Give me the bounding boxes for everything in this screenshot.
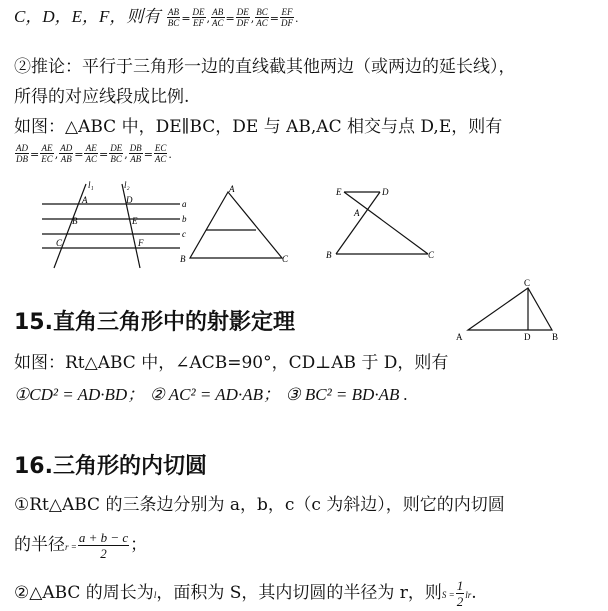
label-b: b bbox=[182, 214, 187, 224]
label-l1: l₁ bbox=[88, 180, 94, 190]
item-2-end: . bbox=[471, 583, 477, 603]
ratio-2-fraction bbox=[129, 143, 143, 164]
right-tri-label-C: C bbox=[524, 278, 531, 288]
ratio-2-numerator: AE bbox=[41, 143, 53, 153]
ratio-2-fraction bbox=[84, 143, 98, 164]
tri2-label-D: D bbox=[382, 187, 389, 197]
label-a: a bbox=[182, 199, 187, 209]
ratio-1-denominator: DF bbox=[236, 18, 249, 28]
ratio-2-numerator: AE bbox=[85, 143, 97, 153]
tri2-label-A: A bbox=[354, 208, 360, 218]
section-15-title: 15.直角三角形中的射影定理 bbox=[14, 310, 295, 335]
ratio-2-separator: , bbox=[54, 148, 59, 161]
triangle-figure-1 bbox=[176, 182, 296, 272]
inradius-fraction bbox=[78, 530, 129, 561]
inradius-denominator: 2 bbox=[100, 546, 107, 561]
inradius-numerator: a + b − c bbox=[78, 530, 129, 545]
ratio-2-denominator: AB bbox=[130, 154, 142, 164]
ratio-1-denominator: AC bbox=[256, 18, 268, 28]
item-1-end: ； bbox=[130, 535, 148, 555]
ratio-line-1-prefix: C，D，E，F，则有 bbox=[14, 7, 161, 26]
right-tri-label-B: B bbox=[552, 332, 559, 342]
ratio-line-1 bbox=[14, 6, 299, 30]
label-C: C bbox=[56, 238, 63, 248]
corollary-line-2: 所得的对应线段成比例. bbox=[14, 87, 190, 107]
section-15-description: 如图：Rt△ABC 中，∠ACB=90°，CD⊥AB 于 D，则有 bbox=[14, 353, 449, 373]
ratio-2-separator: = bbox=[98, 148, 109, 161]
ratio-1-denominator: AC bbox=[212, 18, 224, 28]
label-l2: l₂ bbox=[124, 180, 130, 190]
ratio-1-denominator: EF bbox=[193, 18, 205, 28]
ratio-1-fraction bbox=[280, 7, 294, 28]
corollary-line-1: ②推论：平行于三角形一边的直线截其他两边（或两边的延长线）， bbox=[14, 57, 516, 77]
ratio-2-denominator: AB bbox=[60, 154, 72, 164]
ratio-1-separator: . bbox=[295, 12, 299, 25]
area-fraction bbox=[456, 578, 465, 609]
ratio-2-fraction bbox=[59, 143, 73, 164]
section-16-item-1-line-2 bbox=[14, 530, 147, 561]
label-E: E bbox=[132, 216, 138, 226]
section-16-item-1-line-1: ①Rt△ABC 的三条边分别为 a，b，c（c 为斜边），则它的内切圆 bbox=[14, 495, 505, 515]
ratio-2-numerator: AD bbox=[60, 143, 73, 153]
ratio-1-numerator: AB bbox=[212, 7, 224, 17]
ratio-1-separator: , bbox=[250, 12, 255, 25]
ratio-1-denominator: DF bbox=[281, 18, 293, 28]
ratio-2-numerator: AD bbox=[16, 143, 28, 153]
item-1-prefix: 的半径 bbox=[14, 535, 65, 555]
ratio-1-fraction bbox=[192, 7, 206, 28]
ratio-2-separator: = bbox=[74, 148, 84, 161]
section-16-title: 16.三角形的内切圆 bbox=[14, 454, 207, 479]
item-1-var: r = bbox=[65, 542, 77, 552]
ratio-1-fraction bbox=[236, 7, 250, 28]
formula-1: ①CD² = AD·BD； bbox=[14, 385, 145, 404]
section-15-formulas bbox=[14, 384, 408, 406]
item-2-prefix: ②△ABC 的周长为 bbox=[14, 583, 154, 603]
ratio-2-numerator: DE bbox=[110, 143, 123, 153]
item-2-s: S = bbox=[441, 590, 455, 600]
ratio-2-denominator: EC bbox=[41, 154, 53, 164]
ratio-1-numerator: EF bbox=[281, 7, 293, 17]
figure-description: 如图：△ABC 中，DE∥BC，DE 与 AB,AC 相交与点 D,E，则有 bbox=[14, 117, 503, 137]
area-denominator: 2 bbox=[456, 594, 464, 609]
area-numerator: 1 bbox=[456, 578, 464, 593]
item-2-l: l bbox=[153, 590, 157, 600]
item-2-mid: ，面积为 S，其内切圆的半径为 r，则 bbox=[156, 583, 442, 603]
tri1-label-B: B bbox=[180, 254, 186, 264]
ratio-2-fraction bbox=[154, 143, 168, 164]
ratio-1-separator: = bbox=[225, 12, 235, 25]
ratio-1-numerator: DE bbox=[192, 7, 205, 17]
ratio-2-fraction bbox=[109, 143, 123, 164]
ratio-2-numerator: DB bbox=[129, 143, 142, 153]
tri2-label-E: E bbox=[336, 187, 342, 197]
ratio-1-separator: = bbox=[181, 12, 191, 25]
right-triangle-figure bbox=[452, 278, 572, 348]
ratio-2-separator: , bbox=[124, 148, 128, 161]
ratio-2-numerator: EC bbox=[154, 143, 167, 153]
formula-2: ② AC² = AD·AB； bbox=[149, 385, 280, 404]
ratio-1-denominator: BC bbox=[167, 18, 180, 28]
ratio-1-fraction bbox=[255, 7, 269, 28]
tri2-label-C: C bbox=[428, 250, 435, 260]
label-c: c bbox=[182, 229, 186, 239]
ratio-2-denominator: DB bbox=[16, 154, 28, 164]
ratio-1-numerator: AB bbox=[168, 7, 180, 17]
ratio-2-denominator: AC bbox=[154, 154, 167, 164]
ratio-2-separator: . bbox=[168, 148, 172, 161]
ratio-1-fraction bbox=[167, 7, 181, 28]
label-A: A bbox=[82, 195, 88, 205]
ratio-1-separator: = bbox=[269, 12, 279, 25]
ratio-2-separator: = bbox=[143, 148, 153, 161]
triangle-figure-2 bbox=[324, 184, 444, 274]
item-2-tail: lr bbox=[465, 590, 472, 600]
section-16-item-2 bbox=[14, 578, 477, 609]
ratio-1-numerator: DE bbox=[236, 7, 249, 17]
tri1-label-A: A bbox=[229, 184, 235, 194]
ratio-2-denominator: AC bbox=[85, 154, 97, 164]
ratio-1-numerator: BC bbox=[256, 7, 268, 17]
label-D: D bbox=[126, 195, 133, 205]
ratio-2-separator: = bbox=[30, 148, 40, 161]
ratio-2-fraction bbox=[40, 143, 54, 164]
formula-3: ③ BC² = BD·AB . bbox=[285, 385, 408, 404]
label-F: F bbox=[138, 238, 144, 248]
right-tri-label-A: A bbox=[456, 332, 463, 342]
tri2-label-B: B bbox=[326, 250, 332, 260]
ratio-1-fraction bbox=[211, 7, 225, 28]
tri1-label-C: C bbox=[282, 254, 289, 264]
ratio-2-denominator: BC bbox=[110, 154, 122, 164]
right-tri-label-D: D bbox=[524, 332, 531, 342]
ratio-2-fraction bbox=[15, 143, 29, 164]
ratio-line-2 bbox=[14, 142, 172, 166]
label-B: B bbox=[72, 216, 78, 226]
ratio-1-separator: , bbox=[206, 12, 211, 25]
